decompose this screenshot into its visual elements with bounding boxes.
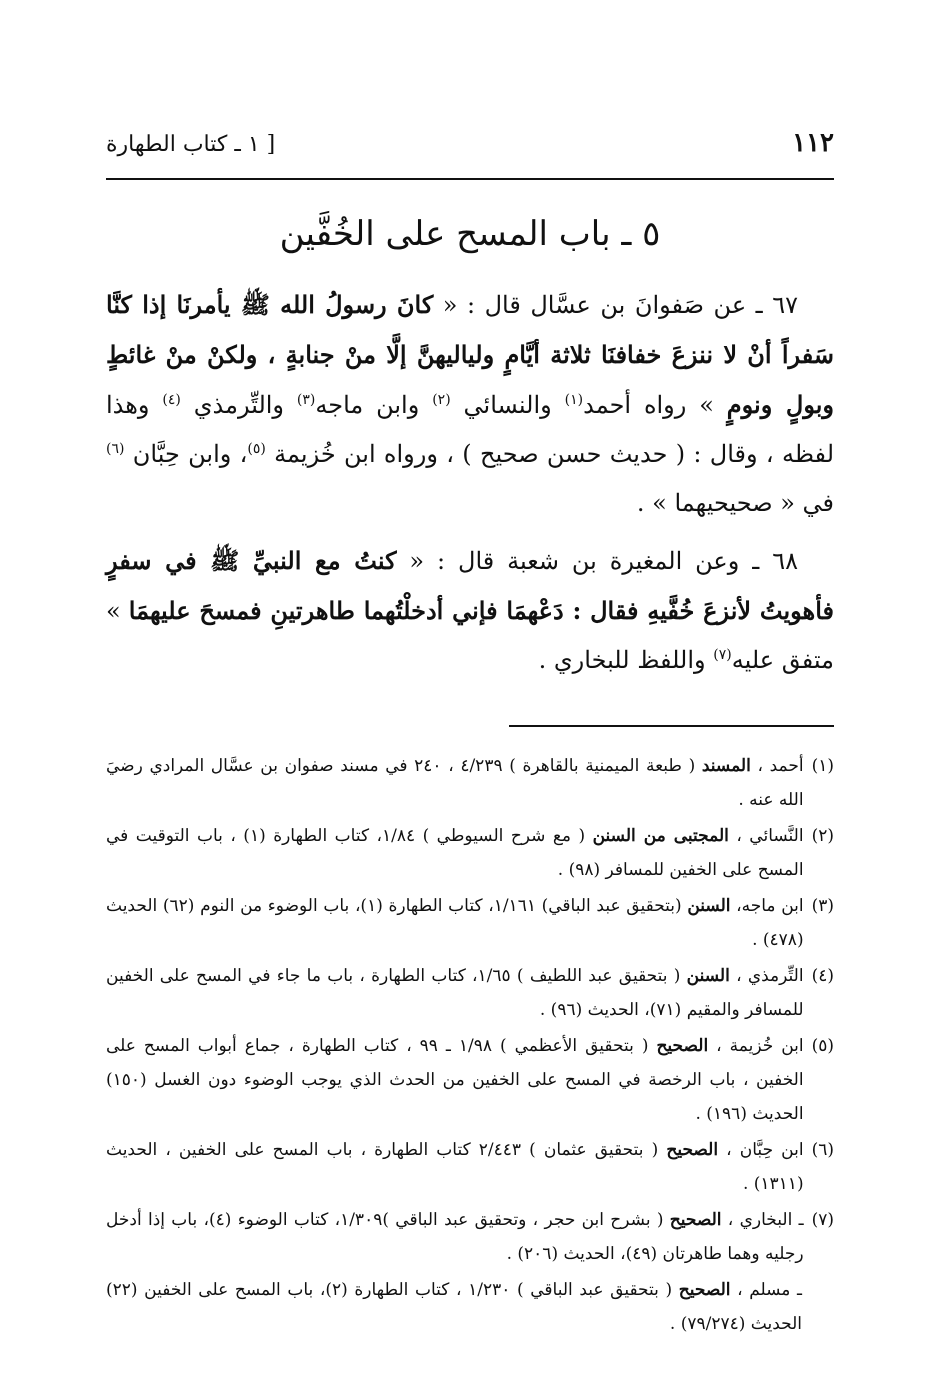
footnotes bbox=[106, 749, 834, 1341]
footnote-text bbox=[106, 1133, 804, 1201]
footnote-book: السنن bbox=[686, 966, 730, 986]
hadith-intro: عن صَفوانَ بن عسَّال قال : « bbox=[433, 291, 747, 319]
footnote-book: المسند bbox=[701, 756, 751, 776]
hadith-text: والنسائي bbox=[450, 391, 565, 419]
footnote-details: ( بتحقيق الأعظمي ) ١/٩٨ ـ ٩٩ ، كتاب الطهارة ، جماع أبواب المسح على الخفين ، باب الرخصة في المسح على الخفين من الحدث الذي يوجب الوضوء دون الغسل (١٥٠) الحديث (١٩٦) . bbox=[106, 1036, 804, 1124]
header-rule bbox=[106, 178, 834, 180]
footnote-ref-5[interactable]: (٥) bbox=[247, 441, 266, 457]
footnote-author: ابن ماجه، bbox=[730, 896, 804, 916]
footnote-number: (٤) bbox=[811, 966, 834, 986]
footnote-author: ابن خُزيمة ، bbox=[708, 1036, 804, 1056]
footnote-ref-6[interactable]: (٦) bbox=[106, 441, 125, 457]
footnote-details: (بتحقيق عبد الباقي) ١/١٦١، كتاب الطهارة (١)، باب الوضوء من النوم (٦٢) الحديث (٤٧٨) . bbox=[106, 896, 804, 950]
hadith-matn: كانَ رسولُ الله ﷺ يأمرنَا إذا كنَّا سَفراً أنْ لا ننزعَ خفافنَا ثلاثة أيَّامٍ ولياليهنَّ إلَّا منْ جنابةٍ ، ولكنْ منْ غائطٍ وبولٍ ونومٍ bbox=[106, 290, 835, 419]
footnote-ref-7[interactable]: (٧) bbox=[713, 647, 732, 663]
footnote-author: أحمد ، bbox=[750, 756, 804, 776]
footnote-number: (١) bbox=[811, 756, 834, 776]
footnote-number: (٣) bbox=[811, 896, 834, 916]
footnote-book: الصحيح bbox=[678, 1280, 731, 1300]
hadith-intro: وعن المغيرة بن شعبة قال : « bbox=[396, 547, 740, 575]
book-page bbox=[106, 128, 834, 1343]
footnote-book: المجتبى من السنن bbox=[592, 826, 729, 846]
footnote-text bbox=[106, 749, 804, 817]
footnote-text bbox=[106, 959, 804, 1027]
hadith-text: ، وابن حِبَّان bbox=[124, 440, 248, 468]
footnote-book: الصحيح bbox=[669, 1210, 722, 1230]
footnote-text bbox=[106, 819, 804, 887]
footnote-4 bbox=[106, 959, 834, 1027]
hadith-text: وابن ماجه bbox=[315, 391, 433, 419]
footnote-author: التِّرمذي ، bbox=[729, 966, 804, 986]
footnote-details: ( بتحقيق عبد اللطيف ) ١/٦٥، كتاب الطهارة ، باب ما جاء في المسح على الخفين للمسافر والمقيم (٧١)، الحديث (٩٦) . bbox=[106, 966, 804, 1020]
footnote-ref-1[interactable]: (١) bbox=[564, 392, 584, 408]
hadith-text: والتِّرمذي bbox=[180, 391, 297, 419]
page-number: ١١٢ bbox=[792, 128, 834, 158]
footnote-book: الصحيح bbox=[666, 1140, 719, 1160]
footnote-author: ـ البخاري ، bbox=[721, 1210, 804, 1230]
footnote-number: (٢) bbox=[811, 826, 834, 846]
footnote-number: (٥) bbox=[811, 1036, 834, 1056]
footnote-7-muslim bbox=[106, 1273, 834, 1341]
footnote-number: (٦) bbox=[811, 1140, 834, 1160]
chapter-title: ٥ ـ باب المسح على الخُفَّين bbox=[279, 214, 661, 254]
hadith-number: ٦٨ ـ bbox=[739, 547, 798, 575]
footnote-ref-3[interactable]: (٣) bbox=[296, 392, 316, 408]
hadith-68 bbox=[106, 536, 834, 685]
footnote-7 bbox=[106, 1203, 834, 1271]
footnote-author: ـ مسلم ، bbox=[730, 1280, 802, 1300]
footnote-details: ( مع شرح السيوطي ) ١/٨٤، كتاب الطهارة (١) ، باب التوقيت في المسح على الخفين للمسافر (٩٨) . bbox=[106, 826, 804, 880]
footnote-author: ابن حِبَّان ، bbox=[718, 1140, 804, 1160]
footnote-book: السنن bbox=[687, 896, 731, 916]
footnote-book: الصحيح bbox=[656, 1036, 709, 1056]
hadith-text: واللفظ للبخاري . bbox=[538, 646, 714, 674]
hadith-number: ٦٧ ـ bbox=[746, 291, 798, 319]
footnote-text bbox=[106, 1029, 804, 1131]
hadith-67 bbox=[106, 280, 834, 528]
footnote-separator bbox=[509, 725, 834, 727]
running-section-title: [ ١ ـ كتاب الطهارة bbox=[106, 132, 276, 157]
footnote-5 bbox=[106, 1029, 834, 1131]
footnote-3 bbox=[106, 889, 834, 957]
footnote-ref-2[interactable]: (٢) bbox=[432, 392, 451, 408]
hadith-attribution: » رواه أحمد bbox=[583, 391, 727, 419]
footnote-1 bbox=[106, 749, 834, 817]
main-text bbox=[106, 280, 834, 685]
hadith-text: وهذا لفظه ، وقال : ( حديث حسن صحيح ) ، ورواه ابن خُزيمة bbox=[106, 391, 835, 468]
footnote-details: ( بشرح ابن حجر ، وتحقيق عبد الباقي )١/٣٠٩، كتاب الوضوء (٤)، باب إذا أدخل رجليه وهما طاهرتان (٤٩)، الحديث (٢٠٦) . bbox=[106, 1210, 804, 1264]
hadith-matn: كنتُ مع النبيِّ ﷺ في سفرٍ فأهويتُ لأنزعَ خُفَّيهِ فقال : دَعْهمَا فإني أدخلْتُهما طاهرتينِ فمسحَ عليهمَا bbox=[106, 546, 835, 625]
running-header bbox=[106, 128, 834, 174]
hadith-text: في « صحيحيهما » . bbox=[636, 489, 834, 517]
footnote-details: ( طبعة الميمنية بالقاهرة ) ٤/٢٣٩ ، ٢٤٠ في مسند صفوان بن عسَّال المرادي رضيَ الله عنه . bbox=[106, 756, 804, 810]
hadith-attribution: » متفق عليه bbox=[106, 597, 834, 674]
footnote-text bbox=[106, 1273, 834, 1341]
footnote-text bbox=[106, 1203, 804, 1271]
footnote-number: (٧) bbox=[811, 1210, 834, 1230]
footnote-details: ( بتحقيق عبد الباقي ) ١/٢٣٠ ، كتاب الطهارة (٢)، باب المسح على الخفين (٢٢) الحديث (٧٩/٢٧٤) . bbox=[106, 1280, 802, 1334]
footnote-6 bbox=[106, 1133, 834, 1201]
footnote-2 bbox=[106, 819, 834, 887]
footnote-author: النَّسائي ، bbox=[728, 826, 804, 846]
footnote-ref-4[interactable]: (٤) bbox=[162, 392, 181, 408]
footnote-text bbox=[106, 889, 804, 957]
footnote-details: ( بتحقيق عثمان ) ٢/٤٤٣ كتاب الطهارة ، باب المسح على الخفين ، الحديث (١٣١١) . bbox=[106, 1140, 804, 1194]
